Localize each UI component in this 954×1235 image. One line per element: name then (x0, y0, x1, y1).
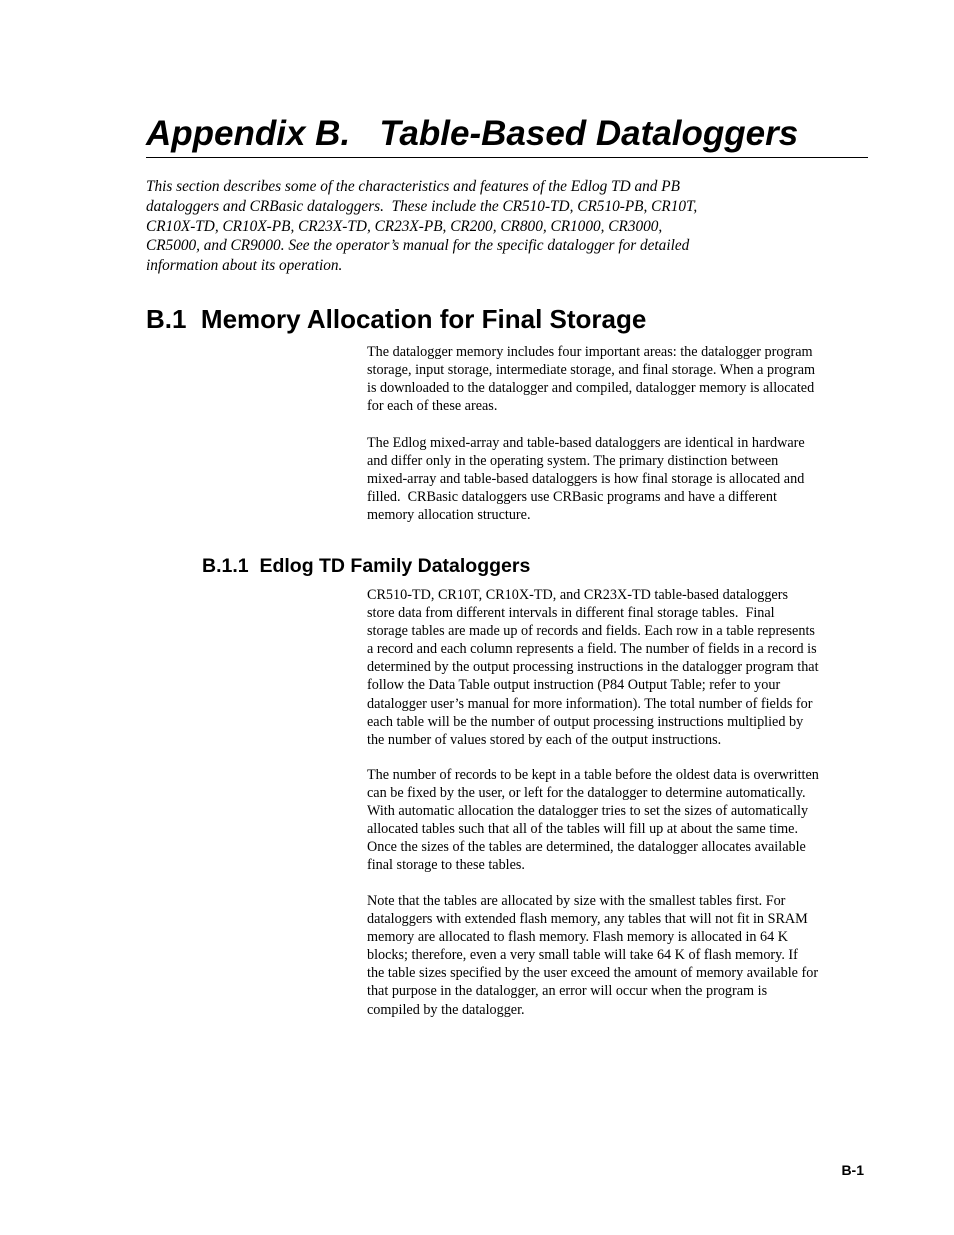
text-line: storage, input storage, intermediate storage, and final storage. When a program (367, 362, 816, 379)
intro-line: information about its operation. (146, 257, 343, 275)
b11-paragraph-1 (367, 586, 867, 749)
intro-line: This section describes some of the characteristics and features of the Edlog TD and PB (146, 178, 680, 195)
text-line: each table will be the number of output processing instructions multiplied by (367, 713, 804, 730)
text-line: The datalogger memory includes four important areas: the datalogger program (367, 344, 813, 360)
text-line: the number of values stored by each of the output instructions. (367, 731, 722, 748)
text-line: mixed-array and table-based dataloggers is how final storage is allocated and (367, 471, 805, 488)
text-line: determined by the output processing instructions in the datalogger program that (367, 659, 819, 676)
text-line: memory are allocated to flash memory. Flash memory is allocated in 64 K (367, 929, 789, 946)
text-line: storage tables are made up of records and fields. Each row in a table represents (367, 623, 815, 640)
text-line: memory allocation structure. (367, 507, 531, 524)
section-b1-heading: B.1 Memory Allocation for Final Storage (146, 304, 647, 334)
text-line: The number of records to be kept in a table before the oldest data is overwritten (367, 767, 819, 783)
section-b11-heading: B.1.1 Edlog TD Family Dataloggers (202, 555, 531, 577)
text-line: and differ only in the operating system. The primary distinction between (367, 453, 779, 470)
appendix-title: Appendix B. Table-Based Dataloggers (146, 112, 868, 158)
b11-paragraph-3 (367, 892, 867, 1019)
intro-line: CR5000, and CR9000. See the operator’s manual for the specific datalogger for detailed (146, 237, 690, 255)
b1-paragraph-2 (367, 434, 867, 524)
text-line: blocks; therefore, even a very small table will take 64 K of flash memory. If (367, 947, 798, 964)
text-line: is downloaded to the datalogger and compiled, datalogger memory is allocated (367, 380, 815, 397)
b11-paragraph-2 (367, 766, 867, 875)
text-line: datalogger user’s manual for more information). The total number of fields for (367, 695, 813, 712)
text-line: the table sizes specified by the user exceed the amount of memory available for (367, 965, 819, 982)
text-line: Once the sizes of the tables are determined, the datalogger allocates available (367, 839, 806, 856)
text-line: Note that the tables are allocated by size with the smallest tables first. For (367, 893, 786, 909)
text-line: can be fixed by the user, or left for the datalogger to determine automatically. (367, 785, 806, 802)
text-line: that purpose in the datalogger, an error will occur when the program is (367, 983, 768, 1000)
intro-paragraph (146, 177, 786, 276)
text-line: for each of these areas. (367, 398, 498, 415)
text-line: The Edlog mixed-array and table-based dataloggers are identical in hardware (367, 435, 805, 451)
intro-line: CR10X-TD, CR10X-PB, CR23X-TD, CR23X-PB, CR200, CR800, CR1000, CR3000, (146, 217, 663, 235)
text-line: filled. CRBasic dataloggers use CRBasic programs and have a different (367, 489, 777, 506)
text-line: With automatic allocation the datalogger tries to set the sizes of automatically (367, 803, 809, 820)
text-line: CR510-TD, CR10T, CR10X-TD, and CR23X-TD table-based dataloggers (367, 587, 788, 603)
text-line: final storage to these tables. (367, 857, 525, 874)
text-line: follow the Data Table output instruction (P84 Output Table; refer to your (367, 677, 781, 694)
intro-line: dataloggers and CRBasic dataloggers. These include the CR510-TD, CR510-PB, CR10T, (146, 197, 698, 215)
text-line: compiled by the datalogger. (367, 1001, 525, 1018)
text-line: dataloggers with extended flash memory, any tables that will not fit in SRAM (367, 911, 808, 928)
b1-paragraph-1 (367, 343, 867, 415)
page-number: B-1 (841, 1162, 864, 1178)
text-line: allocated tables such that all of the tables will fill up at about the same time. (367, 821, 799, 838)
text-line: store data from different intervals in different final storage tables. Final (367, 605, 775, 622)
text-line: a record and each column represents a field. The number of fields in a record is (367, 641, 817, 658)
